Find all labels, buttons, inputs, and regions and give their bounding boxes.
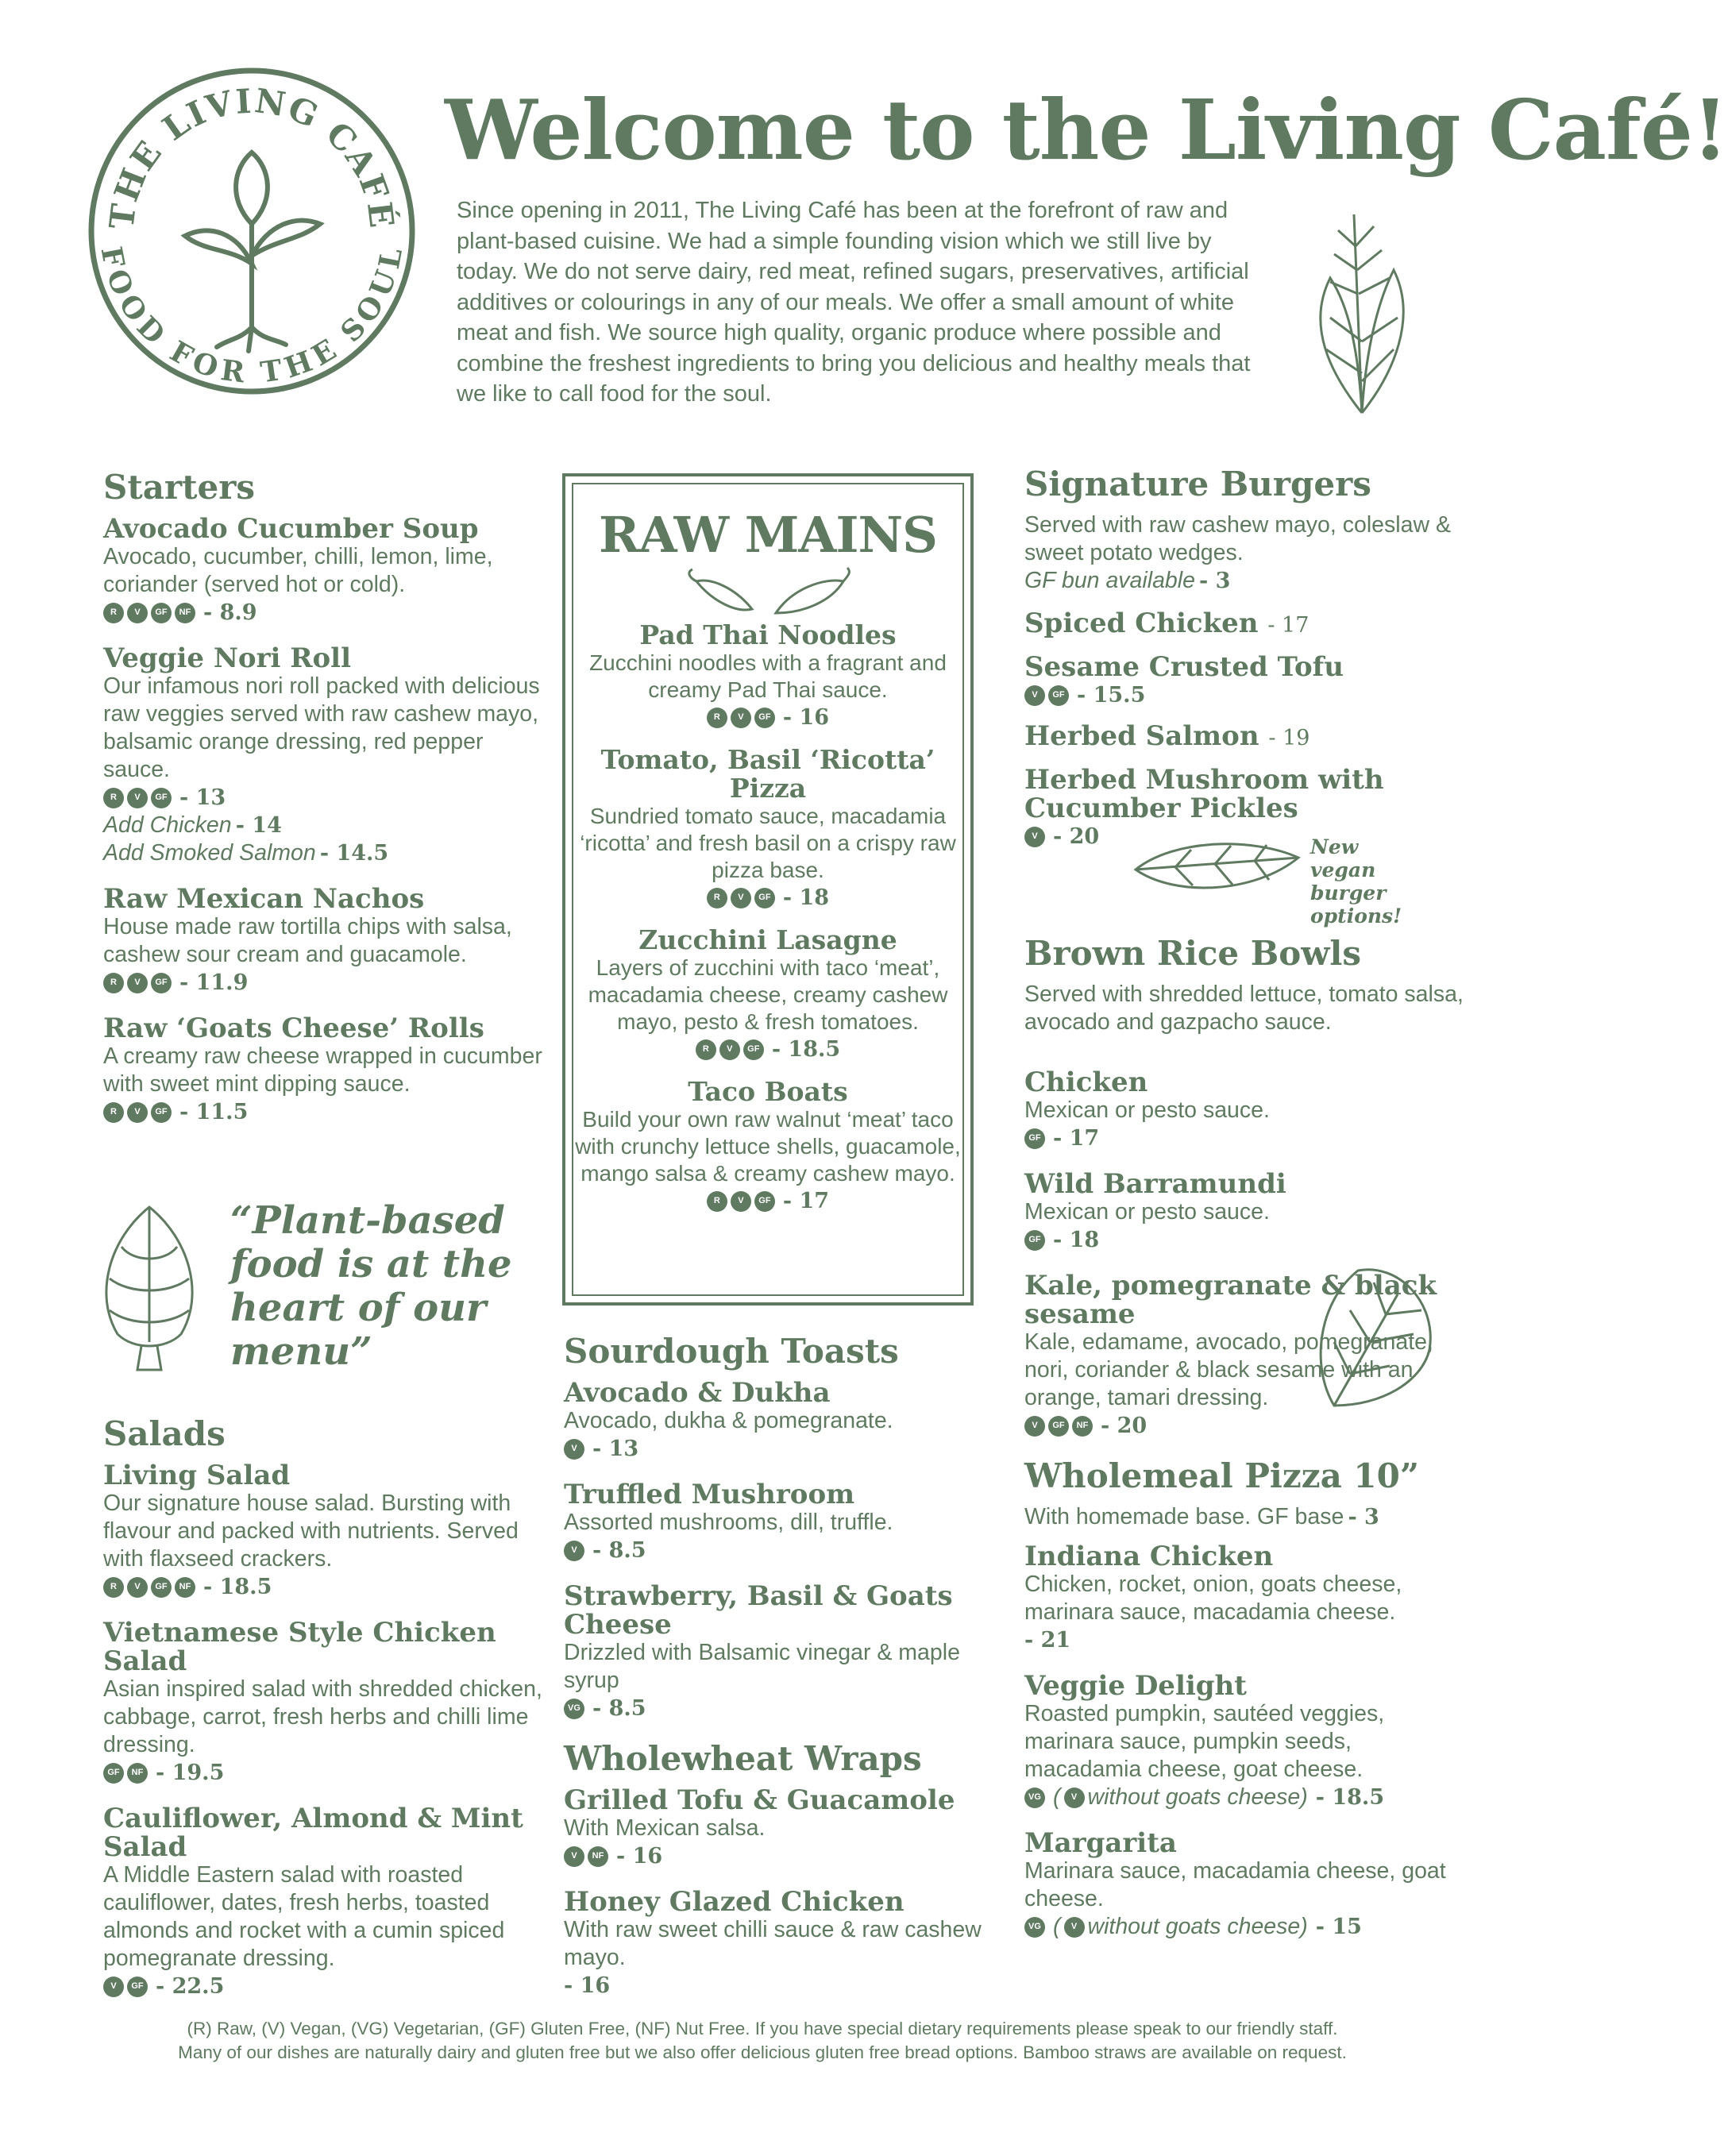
price: - 8.5 (592, 1538, 646, 1563)
diet-badge: GF (151, 973, 172, 993)
diet-badge: V (731, 888, 751, 908)
diet-badge: GF (754, 888, 775, 908)
diet-badge: VG (1024, 1788, 1045, 1808)
diet-badge: V (731, 1191, 751, 1212)
diet-badge: R (103, 1577, 124, 1598)
menu-item (573, 621, 962, 731)
menu-item (103, 1804, 548, 2000)
diet-badge: NF (588, 1846, 608, 1867)
footer (0, 2017, 1525, 2065)
price-line (573, 704, 962, 731)
diet-badge: V (1024, 827, 1045, 847)
price-line (103, 1573, 548, 1601)
price-line (103, 599, 548, 627)
price: - 22.5 (156, 1974, 225, 1999)
price-line (103, 1973, 548, 2000)
menu-item (573, 746, 962, 912)
menu-item (564, 1888, 1009, 2000)
price: - 17 (1267, 613, 1310, 638)
price-line (573, 1036, 962, 1063)
diet-badge: GF (151, 603, 172, 623)
price-line (564, 1972, 1009, 2000)
raw-mains-box (562, 473, 974, 1306)
item-description: Our infamous nori roll packed with delicious raw veggies served with raw cashew mayo, balsamic orange dressing, red pepper sauce. (103, 673, 540, 782)
price: - 17 (1053, 1126, 1100, 1151)
pizza-desc (1024, 1503, 1469, 1531)
leaf-illustration (1128, 834, 1318, 897)
intro-paragraph: Since opening in 2011, The Living Café has been at the forefront of raw and plant-based cuisine. We had a simple founding vision which we still live by today. We do not serve dairy, red meat, refined sugars, preservatives, artificial additives or colourings in any of our meals. We offer a small amount of white meat and fish. We source high quality, organic produce where possible and combine the freshest ingredients to bring you delicious and healthy meals that we like to call food for the soul. (457, 198, 1251, 407)
price: - 11.9 (179, 970, 249, 995)
diet-badge: GF (103, 1763, 124, 1784)
diet-badge: R (707, 888, 727, 908)
price: - 18.5 (771, 1037, 841, 1062)
extra-option (103, 812, 548, 839)
item-description: Sundried tomato sauce, macadamia ‘ricotta’ and fresh basil on a crispy raw pizza base. (580, 804, 956, 882)
diet-badge: GF (754, 1191, 775, 1212)
price-line (103, 1098, 548, 1126)
diet-badge: R (103, 603, 124, 623)
price: - 16 (564, 1973, 611, 1998)
item-description: A Middle Eastern salad with roasted cauliflower, dates, fresh herbs, toasted almonds and rocket with a cumin spiced pomegranate dressing. (103, 1862, 505, 1971)
item-description: Mexican or pesto sauce. (1024, 1199, 1270, 1225)
item-name-text: Spiced Chicken (1024, 607, 1259, 639)
diet-badge: R (696, 1039, 716, 1060)
item-name: Tomato, Basil ‘Ricotta’ Pizza (600, 744, 935, 804)
price: - 17 (782, 1189, 830, 1213)
item-name: Chicken (1024, 1066, 1148, 1098)
pizza-list (1024, 1542, 1469, 1941)
price-line (1024, 1412, 1469, 1440)
diet-badge: V (127, 1577, 148, 1598)
price: - 18 (782, 885, 830, 910)
item-name: Cauliflower, Almond & Mint Salad (103, 1803, 523, 1863)
diet-badge: V (127, 603, 148, 623)
item-name: Pad Thai Noodles (639, 619, 897, 650)
price: - 21 (1024, 1628, 1071, 1653)
item-name: Strawberry, Basil & Goats Cheese (564, 1580, 953, 1641)
price-line (564, 1435, 1009, 1463)
item-name: Wild Barramundi (1024, 1168, 1286, 1200)
diet-badge: NF (175, 603, 195, 623)
item-description: Avocado, cucumber, chilli, lemon, lime, coriander (served hot or cold). (103, 544, 493, 597)
kale-illustration (1302, 1255, 1445, 1414)
diet-badge: R (707, 708, 727, 728)
price: - 8.9 (203, 600, 257, 625)
item-description: Asian inspired salad with shredded chicken, cabbage, carrot, fresh herbs and chilli lime dressing. (103, 1676, 542, 1757)
price: - 20 (1053, 824, 1100, 849)
diet-badge: V (1064, 1917, 1085, 1938)
alt-paren: ( (1053, 1784, 1061, 1810)
section-title-salads: Salads (103, 1414, 226, 1453)
price-line (564, 1695, 1009, 1722)
price-line (564, 1842, 1009, 1870)
item-name: Zucchini Lasagne (638, 924, 897, 955)
left-column (103, 469, 548, 1144)
menu-item (1024, 1542, 1469, 1654)
diet-badge: GF (151, 788, 172, 808)
price: - 15.5 (1077, 683, 1146, 708)
price: - 18.5 (203, 1575, 272, 1599)
diet-badge: V (1064, 1788, 1085, 1808)
price-line (1024, 1784, 1469, 1811)
menu-item (103, 515, 548, 627)
item-description: Drizzled with Balsamic vinegar & maple syrup (564, 1640, 960, 1693)
diet-badge: V (564, 1439, 584, 1460)
menu-item (103, 1618, 548, 1787)
item-description: Roasted pumpkin, sautéed veggies, marinara sauce, pumpkin seeds, macadamia cheese, goat cheese. (1024, 1701, 1385, 1782)
menu-item (103, 1014, 548, 1126)
item-description: With Mexican salsa. (564, 1815, 766, 1841)
item-description: Zucchini noodles with a fragrant and creamy Pad Thai sauce. (589, 650, 947, 702)
price-line (564, 1537, 1009, 1564)
item-name: Avocado & Dukha (564, 1377, 831, 1409)
item-description: Layers of zucchini with taco ‘meat’, macadamia cheese, creamy cashew mayo, pesto & fresh tomatoes. (588, 955, 948, 1034)
item-name: Truffled Mushroom (564, 1479, 855, 1510)
new-vegan-note: New vegan burger options! (1310, 835, 1402, 928)
diet-badge: GF (1024, 1128, 1045, 1149)
burgers-list (1024, 609, 1469, 850)
price-line (1024, 1226, 1469, 1254)
item-name-text: Herbed Mushroom with Cucumber Pickles (1024, 764, 1384, 824)
extra-price: - 14 (235, 813, 282, 838)
menu-item (103, 885, 548, 997)
item-description: Mexican or pesto sauce. (1024, 1097, 1270, 1123)
diet-badge: NF (1072, 1416, 1093, 1437)
price: - 16 (782, 705, 830, 730)
diet-badge: NF (127, 1763, 148, 1784)
item-name-text: Sesame Crusted Tofu (1024, 651, 1344, 683)
bowls-desc: Served with shredded lettuce, tomato salsa, avocado and gazpacho sauce. (1024, 982, 1464, 1035)
menu-item (573, 926, 962, 1063)
item-description: Avocado, dukha & pomegranate. (564, 1408, 893, 1433)
price-line (1024, 1626, 1469, 1654)
diet-badge: VG (1024, 1917, 1045, 1938)
diet-badge: V (1024, 685, 1045, 706)
svg-text:THE LIVING CAFÉ (102, 81, 402, 231)
menu-item (564, 1582, 1009, 1722)
item-name: Indiana Chicken (1024, 1541, 1274, 1572)
item-description: Marinara sauce, macadamia cheese, goat cheese. (1024, 1858, 1446, 1911)
diet-badge: GF (151, 1577, 172, 1598)
menu-item (1024, 653, 1469, 709)
diet-badge: R (103, 1102, 124, 1123)
section-title-pizza: Wholemeal Pizza 10” (1024, 1456, 1420, 1495)
item-description: A creamy raw cheese wrapped in cucumber with sweet mint dipping sauce. (103, 1043, 542, 1097)
menu-item (1024, 1170, 1469, 1254)
diet-badge: V (103, 1977, 124, 1997)
alt-text: without goats cheese) (1087, 1784, 1308, 1810)
price: - 19.5 (156, 1761, 225, 1785)
price: - 15 (1315, 1915, 1362, 1939)
diet-badge: R (103, 788, 124, 808)
diet-badge: V (127, 788, 148, 808)
item-description: Build your own raw walnut ‘meat’ taco with crunchy lettuce shells, guacamole, mango salsa & creamy cashew mayo. (575, 1107, 961, 1186)
raw-mains-inner (572, 483, 964, 1296)
menu-item (1024, 722, 1469, 753)
item-description: House made raw tortilla chips with salsa, cashew sour cream and guacamole. (103, 914, 512, 967)
burgers-note (1024, 567, 1469, 595)
section-title-burgers: Signature Burgers (1024, 465, 1371, 503)
diet-badge: V (127, 1102, 148, 1123)
extra-option (103, 839, 548, 867)
price: - 18.5 (1315, 1785, 1385, 1810)
quote-text: “Plant-based food is at the heart of our menu” (230, 1198, 512, 1374)
alt-text: without goats cheese) (1087, 1914, 1308, 1939)
menu-item (1024, 609, 1469, 640)
menu-item (1024, 1068, 1469, 1152)
item-name: Honey Glazed Chicken (564, 1886, 904, 1918)
price: - 13 (592, 1437, 639, 1461)
diet-badge: V (731, 708, 751, 728)
extra-label: Add Chicken (103, 812, 232, 838)
item-description: Assorted mushrooms, dill, truffle. (564, 1510, 893, 1535)
artichoke-illustration (86, 1191, 213, 1374)
sourdough-list (564, 1379, 1009, 1722)
item-description: With raw sweet chilli sauce & raw cashew mayo. (564, 1917, 982, 1970)
extra-price: - 14.5 (319, 841, 389, 866)
section-title-bowls: Brown Rice Bowls (1024, 934, 1361, 973)
item-name: Kale, pomegranate & black sesame (1024, 1270, 1437, 1330)
item-name (1024, 609, 1469, 640)
price-line (103, 784, 548, 812)
wraps-list (564, 1786, 1009, 2000)
item-name (1024, 653, 1469, 681)
section-title-sourdough: Sourdough Toasts (564, 1332, 899, 1371)
item-name: Living Salad (103, 1460, 291, 1491)
item-name: Raw Mexican Nachos (103, 883, 425, 915)
diet-badge: GF (754, 708, 775, 728)
diet-badge: R (707, 1191, 727, 1212)
diet-badge: V (564, 1541, 584, 1561)
item-name: Raw ‘Goats Cheese’ Rolls (103, 1012, 484, 1044)
menu-item (564, 1379, 1009, 1463)
alt-paren: ( (1053, 1914, 1061, 1939)
price: - 11.5 (179, 1100, 249, 1124)
menu-item (564, 1786, 1009, 1870)
item-description: Kale, edamame, avocado, pomegranate, nori, coriander & black sesame with an orange, tamari dressing. (1024, 1329, 1433, 1410)
gf-bun-price: - 3 (1199, 569, 1231, 593)
diet-badge: GF (1048, 685, 1069, 706)
item-description: Chicken, rocket, onion, goats cheese, marinara sauce, macadamia cheese. (1024, 1572, 1402, 1625)
item-name (1024, 722, 1469, 753)
diet-badge: GF (127, 1977, 148, 1997)
price-line (573, 1187, 962, 1215)
diet-badge: GF (743, 1039, 764, 1060)
logo-top-text: THE LIVING CAFÉ (102, 81, 402, 232)
diet-badge: V (1024, 1416, 1045, 1437)
logo-bottom-text: FOOD FOR THE SOUL (94, 244, 410, 390)
section-title-wraps: Wholewheat Wraps (564, 1739, 922, 1778)
item-name: Taco Boats (688, 1076, 848, 1107)
price-line (1024, 1124, 1469, 1152)
menu-item (1024, 1672, 1469, 1811)
burgers-desc: Served with raw cashew mayo, coleslaw & sweet potato wedges. (1024, 512, 1451, 565)
diet-badge: GF (1024, 1230, 1045, 1251)
diet-badge: R (103, 973, 124, 993)
diet-badge: V (127, 973, 148, 993)
gf-bun-note: GF bun available (1024, 568, 1195, 593)
cafe-logo (86, 65, 418, 397)
salads-section (103, 1415, 548, 2018)
price: - 19 (1268, 726, 1310, 750)
item-name (1024, 766, 1469, 823)
section-title-raw-mains: RAW MAINS (599, 506, 937, 564)
item-name-text: Herbed Salmon (1024, 720, 1259, 752)
item-name: Grilled Tofu & Guacamole (564, 1784, 955, 1816)
middle-column (564, 1333, 1009, 2017)
raw-mains-list (573, 621, 962, 1215)
item-description: Our signature house salad. Bursting with flavour and packed with nutrients. Served with flaxseed crackers. (103, 1491, 519, 1572)
diet-badge: GF (1048, 1416, 1069, 1437)
diet-badge: VG (564, 1699, 584, 1719)
salads-list (103, 1461, 548, 2000)
footer-line-2: Many of our dishes are naturally dairy and gluten free but we also offer delicious gluten free bread options. Bamboo straws are available on request. (178, 2042, 1347, 2062)
diet-badge: V (564, 1846, 584, 1867)
extra-label: Add Smoked Salmon (103, 840, 316, 866)
price-line (573, 884, 962, 912)
item-name: Avocado Cucumber Soup (103, 513, 479, 545)
item-name: Veggie Delight (1024, 1670, 1247, 1702)
item-name: Vietnamese Style Chicken Salad (103, 1617, 496, 1677)
diet-badge: V (719, 1039, 740, 1060)
menu-item (1024, 1829, 1469, 1941)
diet-badge: GF (151, 1102, 172, 1123)
menu-item (103, 644, 548, 867)
section-title-starters: Starters (103, 468, 255, 507)
menu-item (573, 1078, 962, 1215)
price: - 16 (616, 1844, 663, 1869)
price-line (103, 1759, 548, 1787)
price: - 8.5 (592, 1696, 646, 1721)
pizza-base-price: - 3 (1348, 1505, 1379, 1529)
starters-list (103, 515, 548, 1126)
price: - 13 (179, 785, 226, 810)
menu-item (564, 1480, 1009, 1564)
diet-badge: NF (175, 1577, 195, 1598)
pizza-base-text: With homemade base. GF base (1024, 1504, 1344, 1529)
herbs-illustration (1282, 199, 1425, 421)
footer-line-1: (R) Raw, (V) Vegan, (VG) Vegetarian, (GF) Gluten Free, (NF) Nut Free. If you have special dietary requirements please speak to our friendly staff. (187, 2019, 1338, 2038)
page-title: Welcome to the Living Café! (445, 81, 1728, 179)
chilli-peppers-icon (681, 565, 855, 621)
price-line (1024, 681, 1469, 709)
price-line (1024, 1913, 1469, 1941)
price-line (103, 969, 548, 997)
item-name: Veggie Nori Roll (103, 642, 352, 674)
price: - 18 (1053, 1228, 1100, 1252)
item-name: Margarita (1024, 1827, 1177, 1859)
right-column (1024, 465, 1469, 1958)
price: - 20 (1101, 1414, 1148, 1438)
menu-item (103, 1461, 548, 1601)
